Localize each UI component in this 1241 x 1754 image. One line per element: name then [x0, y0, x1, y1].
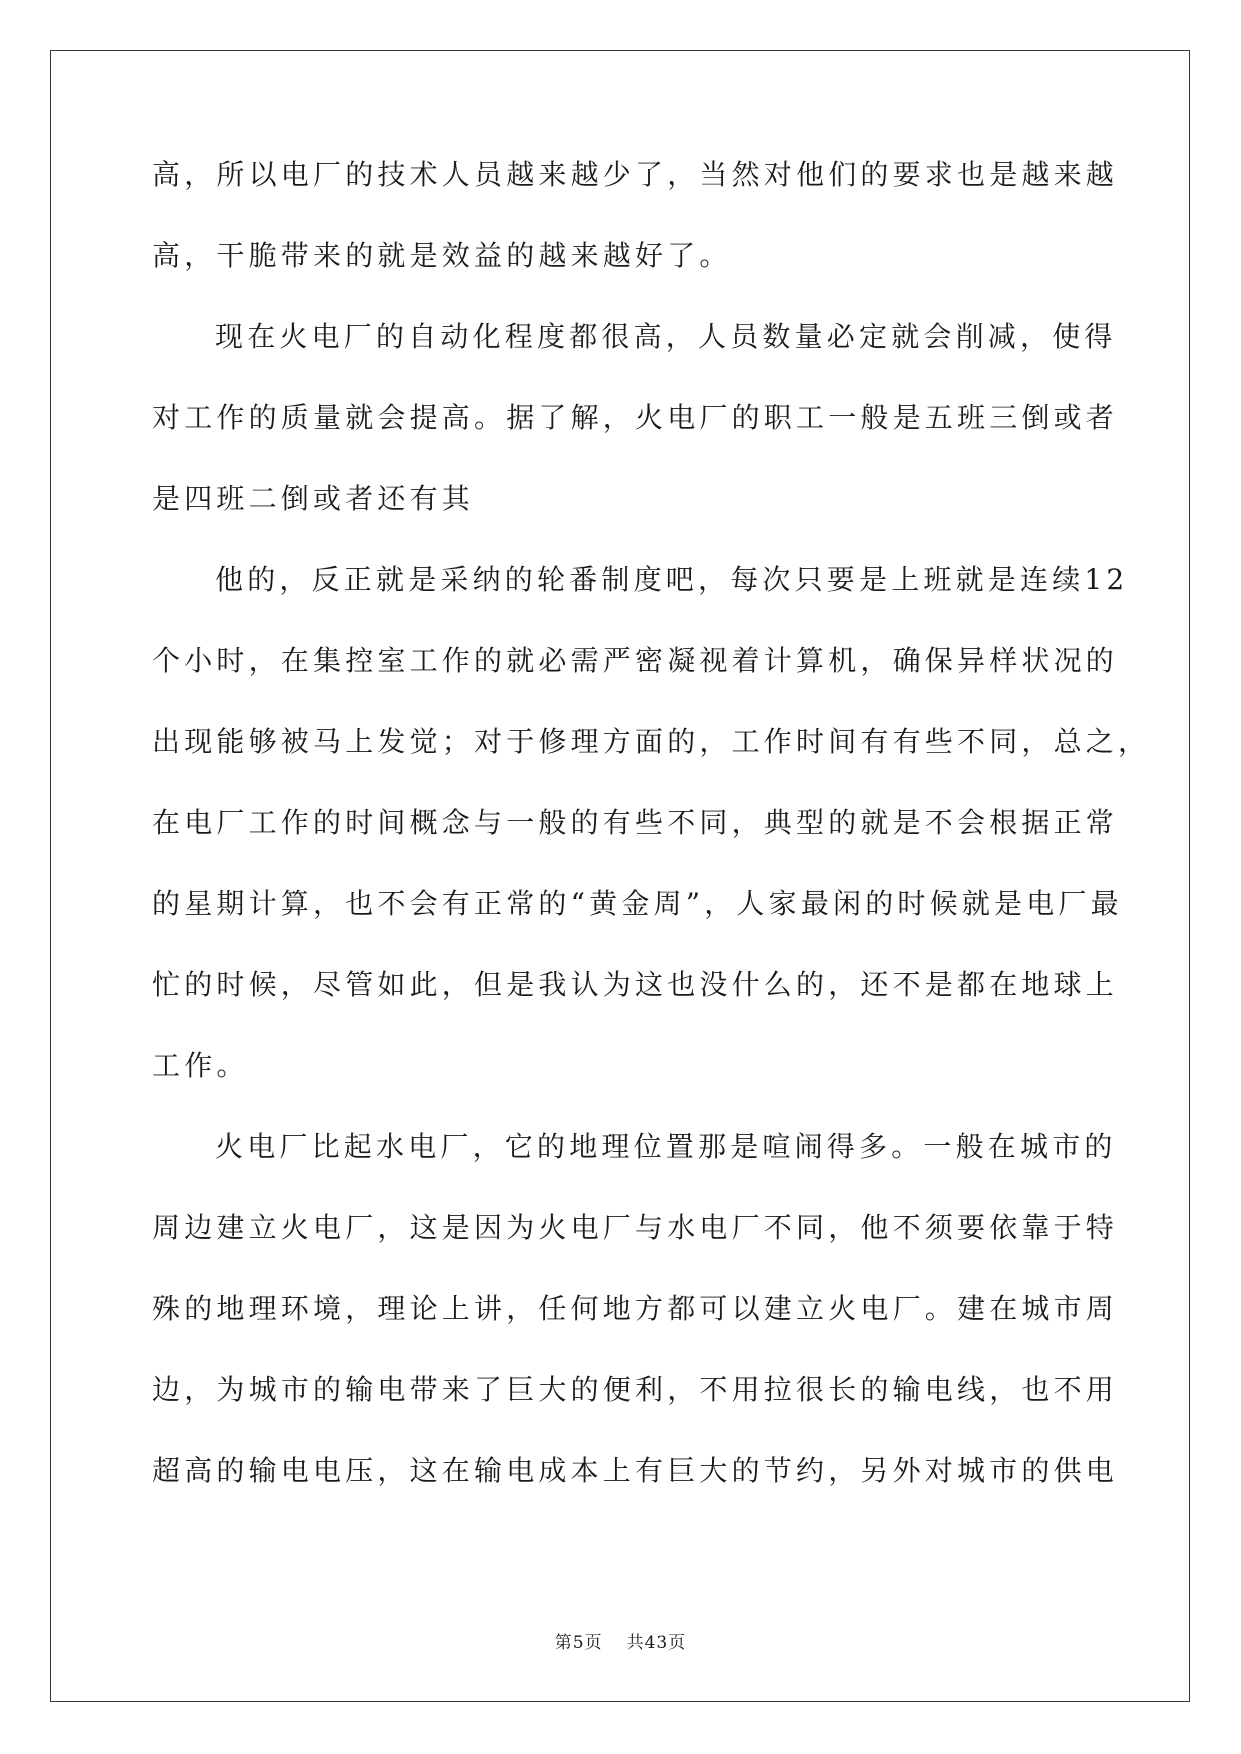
text-line: 对工作的质量就会提高。据了解，火电厂的职工一般是五班三倒或者: [152, 401, 1119, 434]
text-line: 高，所以电厂的技术人员越来越少了，当然对他们的要求也是越来越: [152, 158, 1119, 191]
text-line: 出现能够被马上发觉；对于修理方面的，工作时间有有些不同，总之，: [152, 725, 1151, 758]
page-footer: [0, 1628, 1241, 1653]
page-number: 第5页: [554, 1633, 603, 1653]
document-body: [152, 158, 1151, 1535]
text-line: 忙的时候，尽管如此，但是我认为这也没什么的，还不是都在地球上: [152, 968, 1119, 1001]
text-line: 的星期计算，也不会有正常的“黄金周”，人家最闲的时候就是电厂最: [152, 887, 1123, 920]
text-line: 高，干脆带来的就是效益的越来越好了。: [152, 239, 732, 272]
text-line: 在电厂工作的时间概念与一般的有些不同，典型的就是不会根据正常: [152, 806, 1119, 839]
text-line: 是四班二倒或者还有其: [152, 482, 475, 515]
paragraph-start-line: 他的，反正就是采纳的轮番制度吧，每次只要是上班就是连续12: [215, 563, 1129, 596]
text-line: 工作。: [152, 1049, 249, 1082]
text-line: 超高的输电电压，这在输电成本上有巨大的节约，另外对城市的供电: [152, 1454, 1119, 1487]
text-line: 个小时，在集控室工作的就必需严密凝视着计算机，确保异样状况的: [152, 644, 1119, 677]
text-line: 边，为城市的输电带来了巨大的便利，不用拉很长的输电线，也不用: [152, 1373, 1119, 1406]
text-line: 周边建立火电厂，这是因为火电厂与水电厂不同，他不须要依靠于特: [152, 1211, 1119, 1244]
paragraph-start-line: 火电厂比起水电厂，它的地理位置那是喧闹得多。一般在城市的: [215, 1130, 1117, 1163]
total-pages: 共43页: [626, 1633, 687, 1653]
paragraph-start-line: 现在火电厂的自动化程度都很高，人员数量必定就会削减，使得: [215, 320, 1117, 353]
text-line: 殊的地理环境，理论上讲，任何地方都可以建立火电厂。建在城市周: [152, 1292, 1119, 1325]
